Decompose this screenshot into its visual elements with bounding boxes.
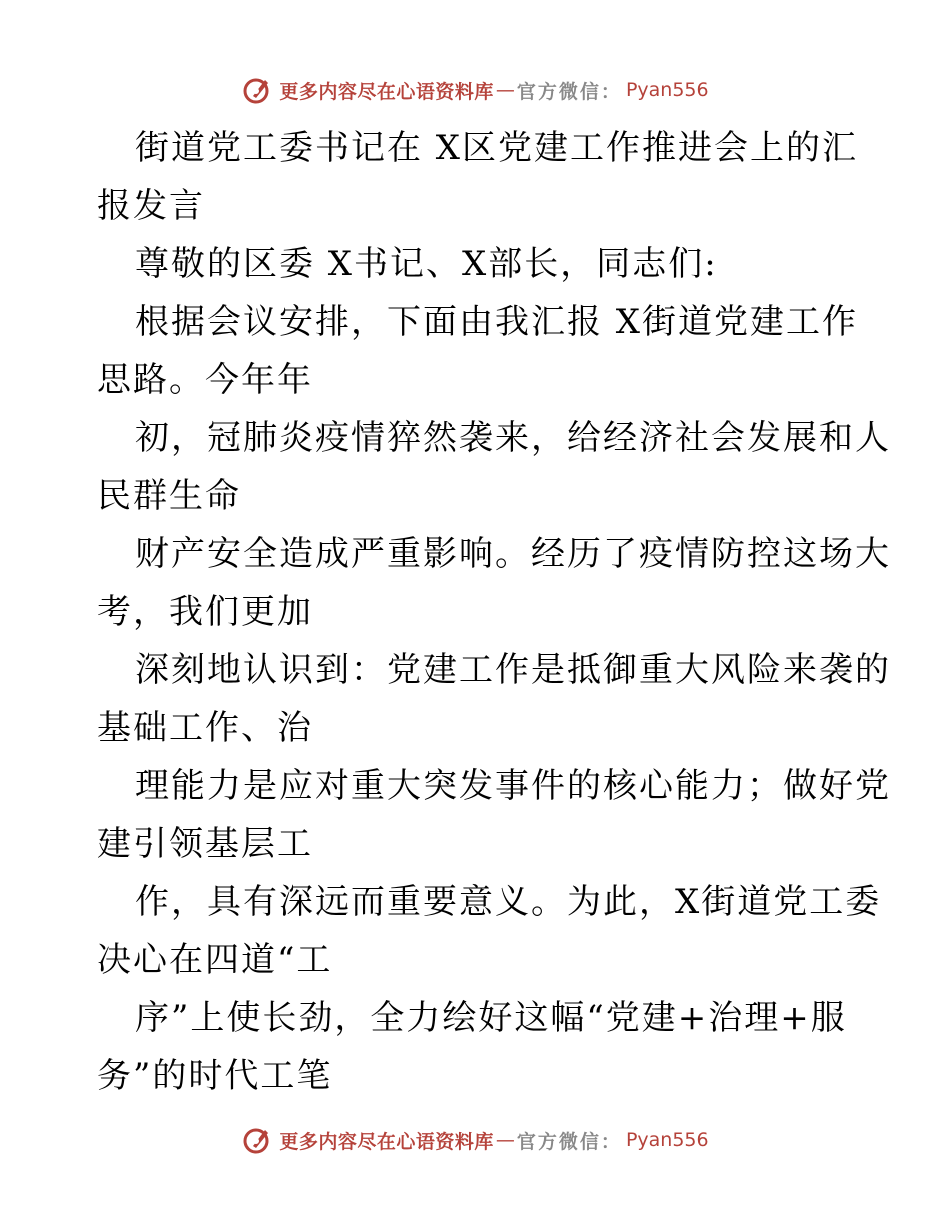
text-line: 报发言 (97, 186, 205, 226)
text-line: 思路。今年年 (97, 360, 313, 400)
header-watermark (0, 72, 950, 108)
watermark-wechat-label: 官方微信： (516, 80, 622, 103)
text-line: 街道党工委书记在 X区党建工作推进会上的汇 (135, 128, 859, 168)
text-line: 考，我们更加 (97, 592, 313, 632)
watermark-account: Pyan556 (625, 79, 709, 101)
footer-watermark (0, 1122, 950, 1158)
text-line: 民群生命 (97, 476, 241, 516)
text-line: 序”上使长劲，全力绘好这幅“党建+治理+服 (135, 998, 847, 1038)
watermark-account: Pyan556 (625, 1129, 709, 1151)
pen-logo-icon (241, 1124, 273, 1156)
text-line: 根据会议安排，下面由我汇报 X街道党建工作 (135, 302, 859, 342)
watermark-dash: — (495, 1129, 515, 1151)
watermark-brand: 更多内容尽在心语资料库 (279, 1130, 494, 1153)
text-line: 初，冠肺炎疫情猝然袭来，给经济社会发展和人 (135, 418, 891, 458)
text-line: 决心在四道“工 (97, 940, 333, 980)
text-line: 尊敬的区委 X书记、X部长，同志们: (135, 244, 718, 284)
watermark-dash: — (495, 79, 515, 101)
text-line: 基础工作、治 (97, 708, 313, 748)
text-line: 建引领基层工 (97, 824, 313, 864)
watermark-brand: 更多内容尽在心语资料库 (279, 80, 494, 103)
pen-logo-icon (241, 74, 273, 106)
watermark-wechat-label: 官方微信： (516, 1130, 622, 1153)
text-line: 财产安全造成严重影响。经历了疫情防控这场大 (135, 534, 891, 574)
text-line: 理能力是应对重大突发事件的核心能力；做好党 (135, 766, 891, 806)
text-line: 深刻地认识到：党建工作是抵御重大风险来袭的 (135, 650, 891, 690)
text-line: 作，具有深远而重要意义。为此，X街道党工委 (135, 882, 882, 922)
text-line: 务”的时代工笔 (97, 1056, 333, 1096)
document-body (97, 119, 891, 1105)
